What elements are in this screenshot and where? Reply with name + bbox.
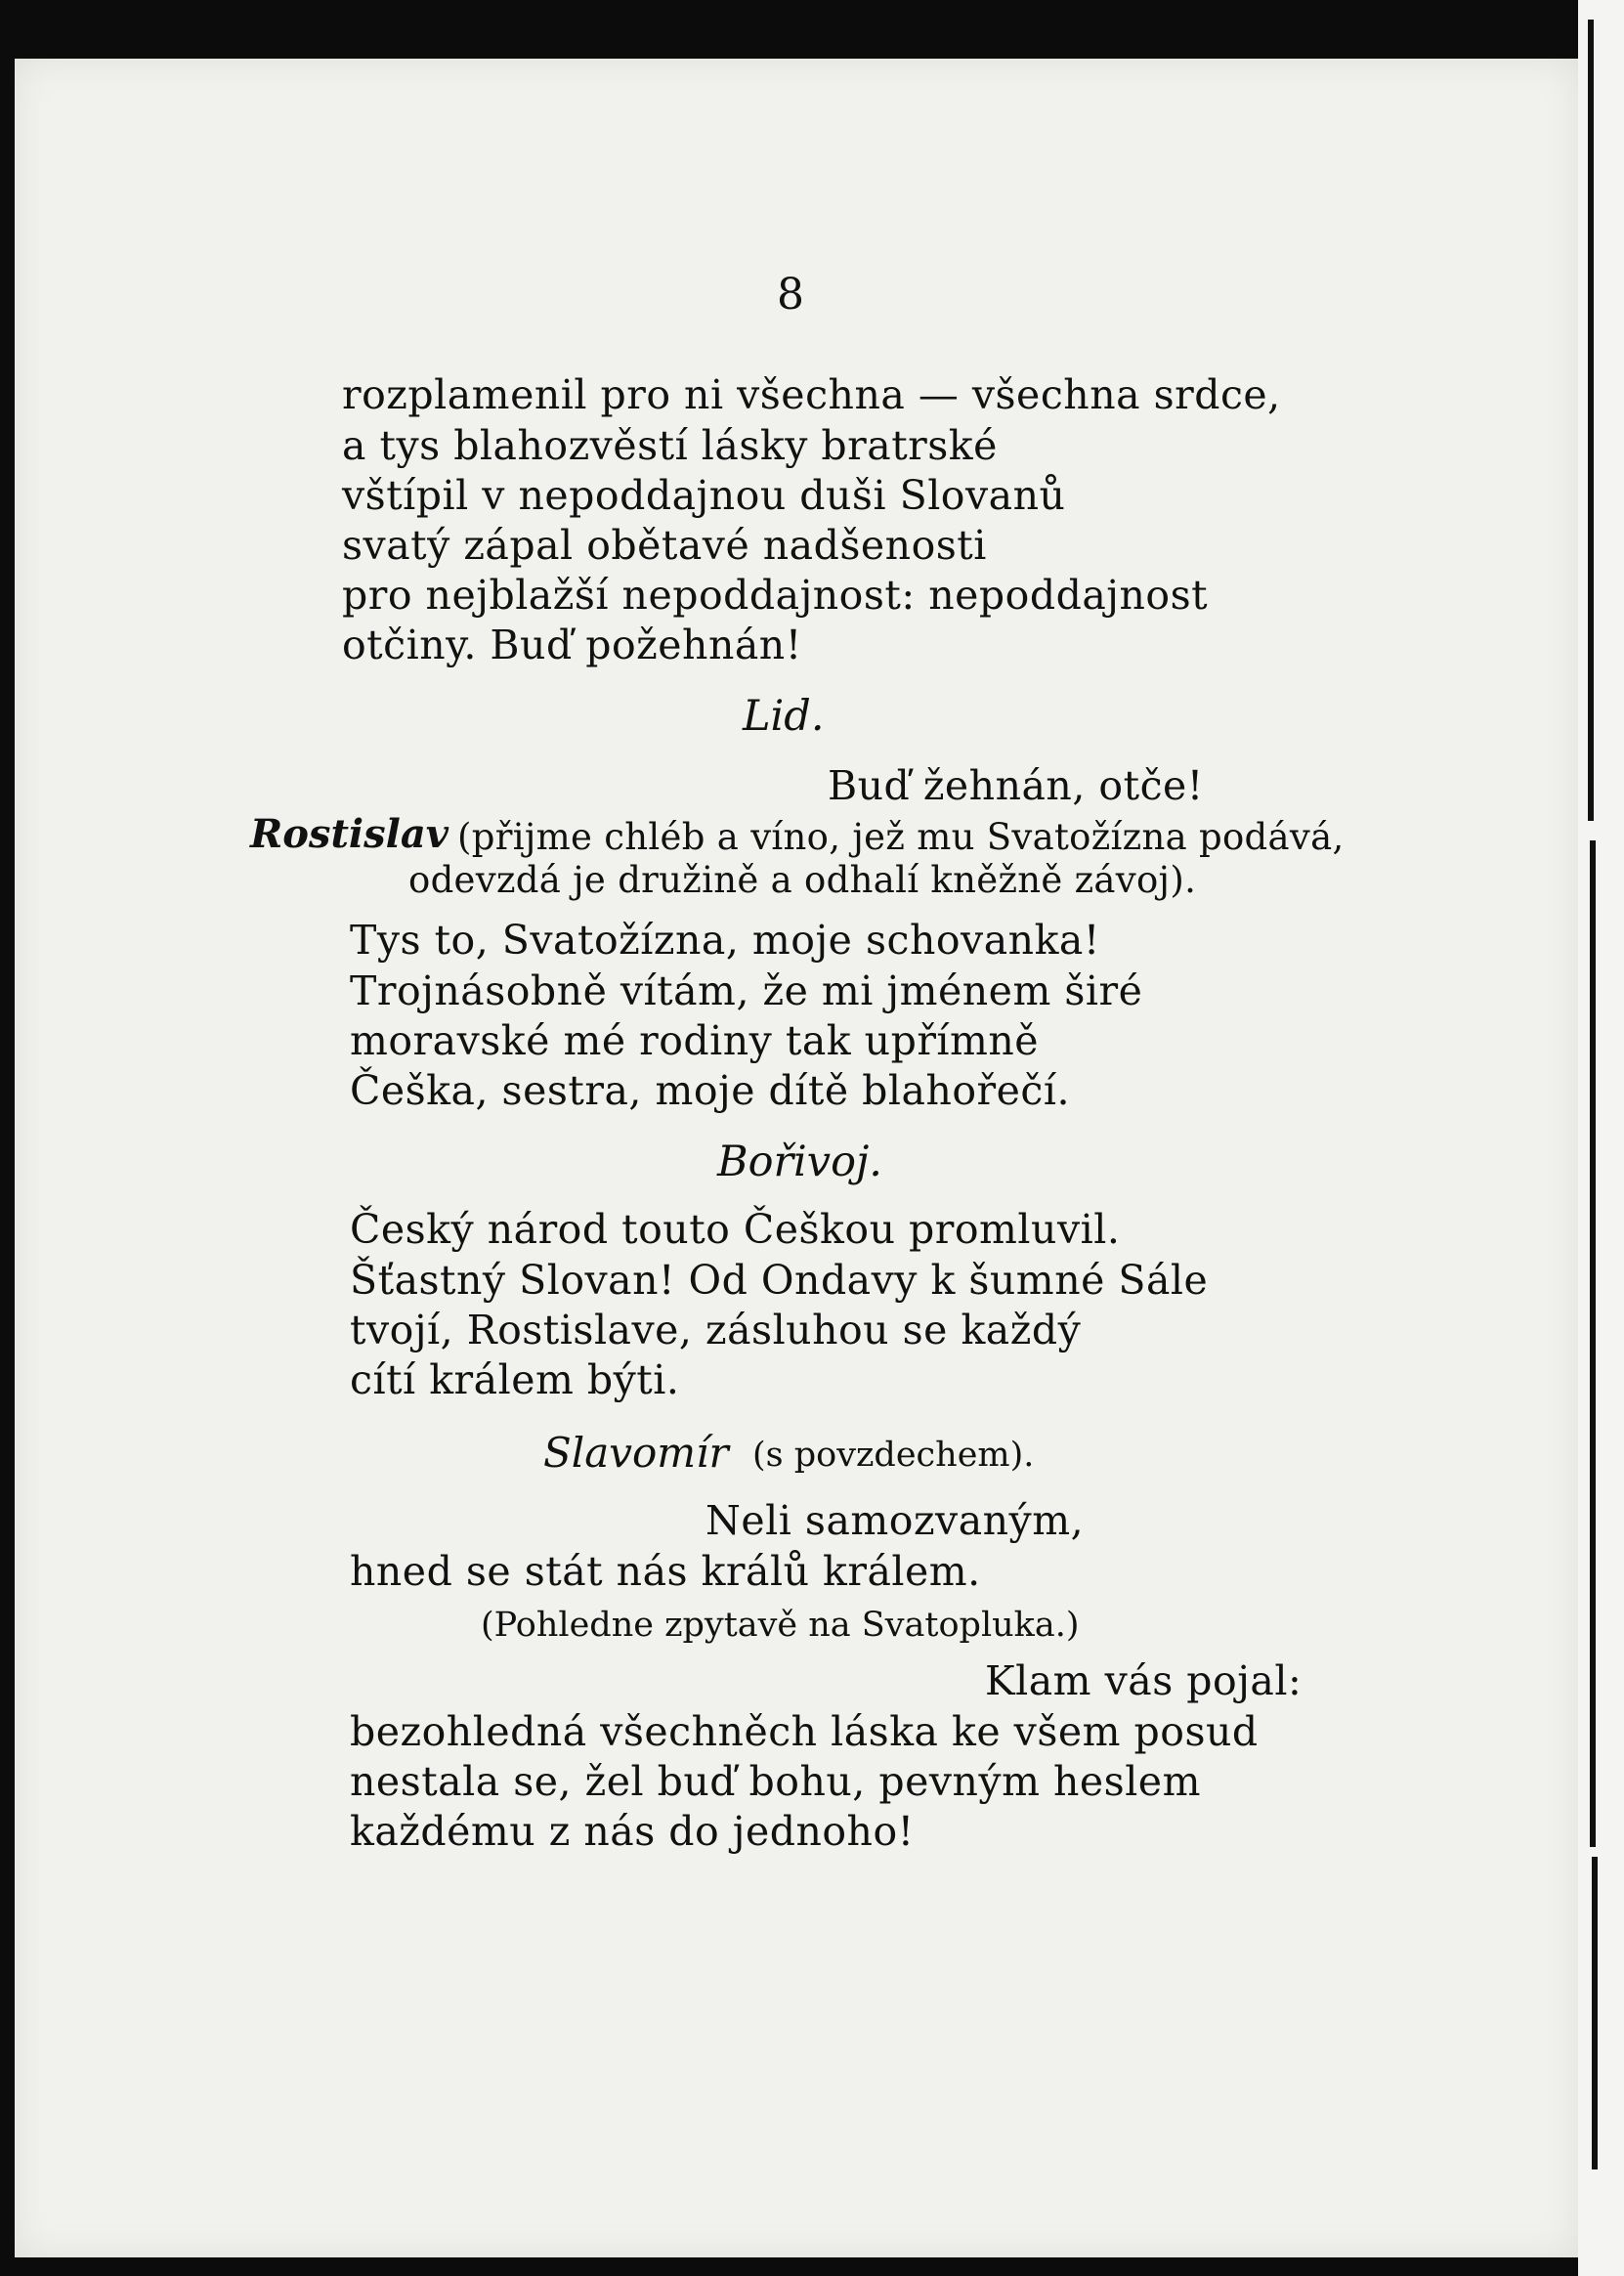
verse-line: Šťastný Slovan! Od Ondavy k šumné Sále [350,1257,1209,1304]
verse-line: svatý zápal obětavé nadšenosti [342,522,987,569]
spine-edge-line [1590,840,1596,1847]
verse-line: cítí králem býti. [350,1356,680,1403]
stage-direction: (přijme chléb a víno, jež mu Svatožízna podává, [457,816,1345,858]
verse-line: Český národ touto Češkou promluvil. [350,1206,1121,1253]
verse-line: Neli samozvaným, [705,1497,1085,1544]
verse-line: otčiny. Buď požehnán! [342,622,802,668]
verse-line: Češka, sestra, moje dítě blahořečí. [350,1067,1071,1114]
verse-line: moravské mé rodiny tak upřímně [350,1017,1040,1064]
verse-line: vštípil v nepoddajnou duši Slovanů [342,472,1066,519]
book-spine [1578,0,1624,2276]
speaker-name: Slavomír [543,1429,729,1477]
verse-line: hned se stát nás králů králem. [350,1548,981,1595]
page-number: 8 [777,270,804,320]
speaker-name: Rostislav [250,811,449,857]
verse-line: nestala se, žel buď bohu, pevným heslem [350,1758,1201,1805]
verse-line: bezohledná všechněch láska ke všem posud [350,1708,1259,1755]
stage-direction: (Pohledne zpytavě na Svatopluka.) [481,1606,1080,1645]
verse-line: rozplamenil pro ni všechna — všechna srdce, [342,371,1281,418]
verse-line: Buď žehnán, otče! [828,762,1204,809]
verse-line: a tys blahozvěstí lásky bratrské [342,422,998,469]
verse-line: Tys to, Svatožízna, moje schovanka! [350,917,1100,964]
verse-line: každému z nás do jednoho! [350,1808,915,1855]
speaker-name: Lid. [743,692,825,741]
stage-direction: odevzdá je družině a odhalí kněžně závoj). [408,859,1197,901]
stage-direction: (s povzdechem). [752,1436,1035,1475]
verse-line: tvojí, Rostislave, zásluhou se každý [350,1307,1082,1353]
speaker-name: Bořivoj. [717,1138,882,1186]
verse-line: Trojnásobně vítám, že mi jménem širé [350,967,1143,1014]
verse-line: Klam vás pojal: [985,1657,1303,1704]
spine-edge-line [1592,1857,1598,2169]
verse-line: pro nejblažší nepoddajnost: nepoddajnost [342,572,1209,619]
spine-edge-line [1588,20,1594,821]
